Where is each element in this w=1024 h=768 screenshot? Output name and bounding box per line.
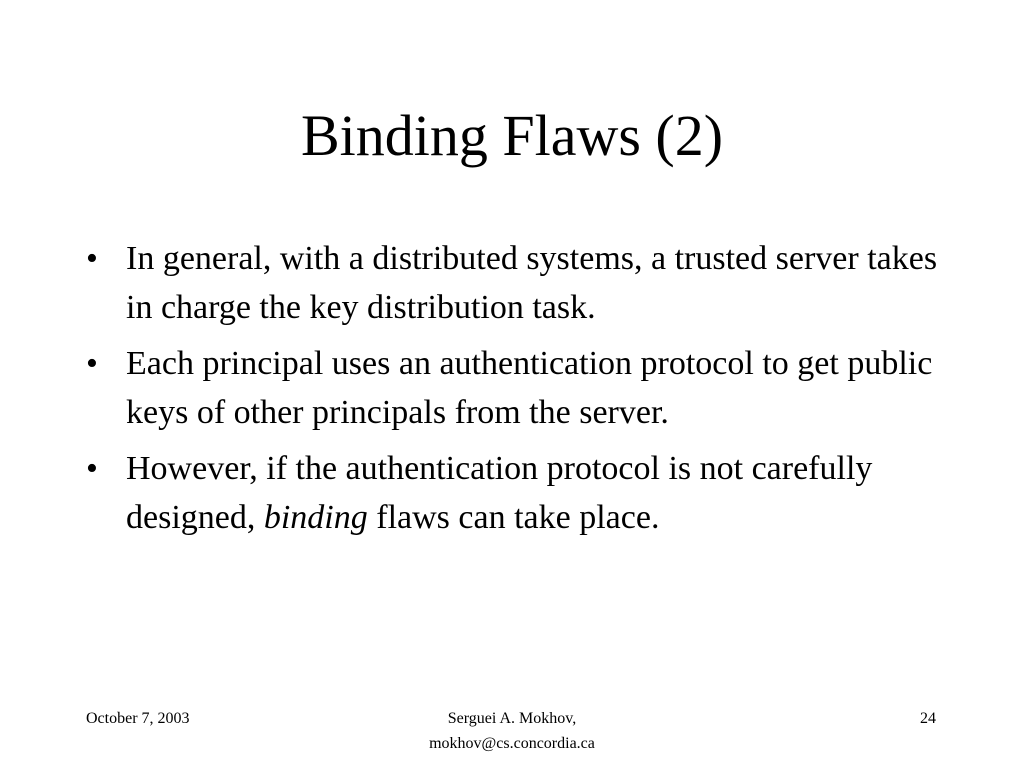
footer-author: [312, 706, 712, 756]
bullet-list: [86, 234, 966, 549]
bullet-text-before-emphasis: However, if the authentication protocol is not carefully designed,: [126, 450, 873, 536]
bullet-emphasis: binding: [263, 499, 368, 536]
bullet-marker: •: [86, 345, 98, 382]
bullet-item: [86, 234, 966, 332]
bullet-marker: •: [86, 240, 98, 277]
bullet-item: [86, 444, 966, 542]
slide-title: Binding Flaws (2): [300, 103, 724, 168]
bullet-text: In general, with a distributed systems, a trusted server takes in charge the key distribution task.: [126, 240, 938, 326]
bullet-text-after-emphasis: flaws can take place.: [367, 499, 660, 536]
page-number: 24: [920, 710, 936, 727]
bullet-item: [86, 339, 966, 437]
bullet-text: Each principal uses an authentication protocol to get public keys of other principals from the server.: [126, 345, 933, 431]
footer-author-email: mokhov@cs.concordia.ca: [429, 735, 595, 752]
bullet-marker: •: [86, 450, 98, 487]
footer-date: October 7, 2003: [86, 710, 190, 727]
footer-author-name: Serguei A. Mokhov,: [447, 710, 577, 727]
